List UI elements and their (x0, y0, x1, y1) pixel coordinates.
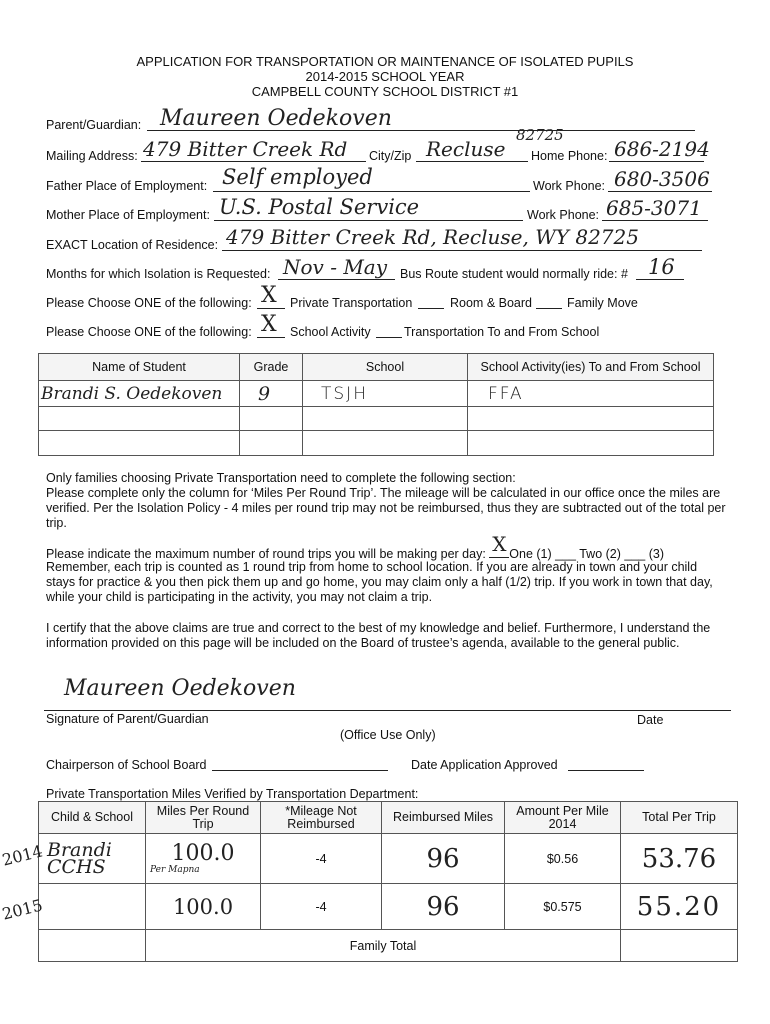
choice1-mark[interactable]: X (261, 283, 277, 308)
round-trips-options: One (1) ___ Two (2) ___ (3) (509, 547, 664, 561)
miles-source: Per Mapna (150, 864, 200, 875)
student-header-grade: Grade (240, 354, 303, 381)
approved-line[interactable] (568, 770, 644, 771)
total-cell[interactable]: 55.20 (621, 884, 738, 930)
mother-phone-label: Work Phone: (527, 208, 600, 222)
miles-value-cell[interactable] (146, 834, 261, 884)
not-reimbursed-cell: -4 (261, 834, 382, 884)
parent-label: Parent/Guardian: (46, 118, 142, 132)
months-label: Months for which Isolation is Requested: (46, 267, 271, 281)
signature-value[interactable]: Maureen Oedekoven (64, 676, 296, 701)
father-phone-value[interactable]: 680-3506 (614, 167, 710, 191)
choice2-mark[interactable]: X (261, 312, 277, 337)
mother-phone-value[interactable]: 685-3071 (606, 196, 702, 220)
student-header-school: School (303, 354, 468, 381)
section-intro: Only families choosing Private Transportation need to complete the following section: (46, 471, 516, 485)
section-remember: Remember, each trip is counted as 1 round trip from home to school location. If you are already in town and your child stays for practice & you then pick them up and go home, you may claim only a half (1/2) trip. If you work in town that day, while your child is participating in the activity, you may not claim a trip. (46, 560, 713, 604)
choice2-opt2: Transportation To and From School (404, 325, 600, 339)
months-line (278, 279, 395, 280)
chair-label: Chairperson of School Board (46, 758, 207, 772)
cityzip-label: City/Zip (369, 149, 412, 163)
miles-caption: Private Transportation Miles Verified by Transportation Department: (46, 787, 419, 801)
reimbursed-cell[interactable]: 96 (382, 884, 505, 930)
mother-value[interactable]: U.S. Postal Service (219, 195, 420, 219)
empty-cell[interactable] (303, 431, 468, 456)
father-line (213, 191, 530, 192)
empty-cell[interactable] (468, 431, 714, 456)
empty-cell[interactable] (39, 407, 240, 431)
home-phone-value[interactable]: 686-2194 (614, 137, 710, 161)
choice1-opt1: Private Transportation (290, 296, 413, 310)
miles-child-school: CCHS (47, 855, 106, 878)
table-row (39, 884, 738, 930)
father-phone-label: Work Phone: (533, 179, 606, 193)
choice2-blank-1 (257, 337, 285, 338)
amount-cell: $0.575 (505, 884, 621, 930)
miles-header-reimbursed: Reimbursed Miles (382, 802, 505, 834)
miles-child-cell[interactable] (39, 884, 146, 930)
miles-header-not-reimbursed: *Mileage Not Reimbursed (261, 802, 382, 834)
miles-header-child: Child & School (39, 802, 146, 834)
amount-cell: $0.56 (505, 834, 621, 884)
family-total-label: Family Total (146, 930, 621, 962)
bus-line (636, 279, 684, 280)
location-line (222, 250, 702, 251)
student-header-name: Name of Student (39, 354, 240, 381)
empty-cell[interactable] (39, 431, 240, 456)
miles-value-cell[interactable]: 100.0 (146, 884, 261, 930)
mother-line (214, 220, 523, 221)
choice2-blank-2[interactable] (376, 337, 402, 338)
empty-cell[interactable] (240, 407, 303, 431)
round-trips-blank[interactable] (489, 532, 509, 558)
title-line-1: APPLICATION FOR TRANSPORTATION OR MAINTENANCE OF ISOLATED PUPILS (136, 54, 634, 69)
choice2-prefix: Please Choose ONE of the following: (46, 325, 252, 339)
signature-line (44, 710, 731, 711)
table-row (39, 407, 714, 431)
parent-value[interactable]: Maureen Oedekoven (160, 106, 392, 131)
student-grade-cell[interactable]: 9 (240, 381, 303, 407)
table-row (39, 834, 738, 884)
miles-table (38, 801, 738, 962)
student-name-cell[interactable]: Brandi S. Oedekoven (39, 381, 240, 407)
table-row (39, 431, 714, 456)
months-value[interactable]: Nov - May (283, 255, 388, 279)
chair-line[interactable] (212, 770, 388, 771)
round-trips-label: Please indicate the maximum number of round trips you will be making per day: (46, 547, 486, 561)
bus-value[interactable]: 16 (648, 255, 675, 279)
location-label: EXACT Location of Residence: (46, 238, 219, 252)
home-phone-line (609, 161, 704, 162)
empty-cell[interactable] (303, 407, 468, 431)
mother-phone-line (602, 220, 708, 221)
empty-cell (39, 930, 146, 962)
choice1-blank-2[interactable] (418, 308, 444, 309)
reimbursed-cell[interactable]: 96 (382, 834, 505, 884)
date-label: Date (637, 713, 664, 727)
choice1-opt3: Family Move (567, 296, 638, 310)
round-trips-mark: X (492, 532, 507, 556)
miles-header-amount: Amount Per Mile 2014 (505, 802, 621, 834)
father-label: Father Place of Employment: (46, 179, 208, 193)
choice1-blank-1 (257, 308, 285, 309)
mailing-line (141, 161, 366, 162)
not-reimbursed-cell: -4 (261, 884, 382, 930)
table-row (39, 381, 714, 407)
title-line-3: CAMPBELL COUNTY SCHOOL DISTRICT #1 (251, 84, 519, 99)
total-cell[interactable]: 53.76 (621, 834, 738, 884)
miles-header-total: Total Per Trip (621, 802, 738, 834)
choice1-prefix: Please Choose ONE of the following: (46, 296, 252, 310)
student-table (38, 353, 714, 456)
table-row (39, 930, 738, 962)
miles-child-cell[interactable] (39, 834, 146, 884)
miles-child-name: Brandi (47, 838, 112, 861)
father-phone-line (608, 191, 712, 192)
mailing-value[interactable]: 479 Bitter Creek Rd (143, 137, 348, 161)
home-phone-label: Home Phone: (531, 149, 608, 163)
choice1-opt2: Room & Board (450, 296, 532, 310)
margin-year-2015: 2015 (0, 895, 45, 924)
section-instructions: Please complete only the column for ‘Miles Per Round Trip’. The mileage will be calculated in our office once the miles are verified. Per the Isolation Policy - 4 miles per round trip may not be reimbursed, thus they are subtracted out of the total per trip. (46, 486, 726, 530)
location-value[interactable]: 479 Bitter Creek Rd, Recluse, WY 82725 (226, 225, 639, 249)
choice2-opt1: School Activity (290, 325, 371, 339)
mailing-label: Mailing Address: (46, 149, 138, 163)
bus-label: Bus Route student would normally ride: # (400, 267, 628, 281)
student-activity-cell[interactable]: FFA (468, 381, 714, 407)
family-total-value[interactable] (621, 930, 738, 962)
cityzip-value[interactable]: Recluse (426, 137, 506, 161)
father-value[interactable]: Self employed (222, 165, 373, 189)
section-certify: I certify that the above claims are true and correct to the best of my knowledge and belief. Furthermore, I understand the information provided on this page will be included on the Board of trustee’s agenda, available to the general public. (46, 621, 711, 650)
mother-label: Mother Place of Employment: (46, 208, 210, 222)
miles-value: 100.0 (171, 840, 235, 866)
empty-cell[interactable] (468, 407, 714, 431)
empty-cell[interactable] (240, 431, 303, 456)
student-header-activity: School Activity(ies) To and From School (468, 354, 714, 381)
cityzip-line (416, 161, 528, 162)
margin-year-2014: 2014 (0, 841, 45, 870)
approved-label: Date Application Approved (411, 758, 558, 772)
title-line-2: 2014-2015 SCHOOL YEAR (305, 69, 465, 84)
zip-value[interactable]: 82725 (516, 126, 564, 144)
signature-label: Signature of Parent/Guardian (46, 712, 209, 726)
office-use-label: (Office Use Only) (340, 728, 436, 742)
choice1-blank-3[interactable] (536, 308, 562, 309)
miles-header-miles: Miles Per Round Trip (146, 802, 261, 834)
student-school-cell[interactable]: TSJH (303, 381, 468, 407)
